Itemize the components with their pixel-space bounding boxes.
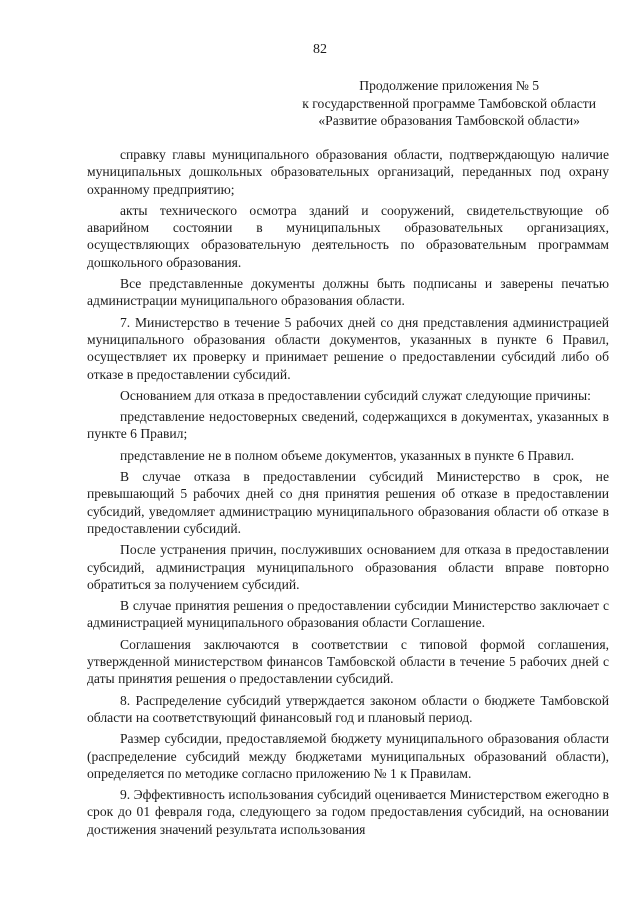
appendix-header: [302, 77, 596, 130]
document-body: [87, 146, 609, 842]
paragraph: Размер субсидии, предоставляемой бюджету муниципального образования области (распределение субсидий между бюджетами муниципальных образований области), определяется по методике согласно приложению № 1 к Правилам.: [87, 731, 609, 781]
paragraph: После устранения причин, послуживших основанием для отказа в предоставлении субсидий, администрация муниципального образования области вправе повторно обратиться за получением субсидий.: [87, 542, 609, 592]
paragraph: В случае отказа в предоставлении субсидий Министерство в срок, не превышающий 5 рабочих дней со дня принятия решения об отказе в предоставлении субсидий, уведомляет администрацию муниципального образования области об отказе в предоставлении субсидий.: [87, 469, 609, 536]
paragraph: 8. Распределение субсидий утверждается законом области о бюджете Тамбовской области на соответствующий финансовый год и плановый период.: [87, 692, 609, 725]
paragraph: представление не в полном объеме документов, указанных в пункте 6 Правил.: [120, 447, 575, 463]
appendix-header-line-2: к государственной программе Тамбовской области: [302, 95, 596, 111]
paragraph: Все представленные документы должны быть подписаны и заверены печатью администрации муниципального образования области.: [87, 276, 609, 309]
page-number: 82: [313, 42, 327, 57]
paragraph: Соглашения заключаются в соответствии с типовой формой соглашения, утвержденной министерством финансов Тамбовской области в течение 5 рабочих дней с даты принятия решения о предоставлении субсидий.: [87, 636, 609, 687]
paragraph: справку главы муниципального образования области, подтверждающую наличие муниципальных дошкольных образовательных организаций, переданных под охрану охранному предприятию;: [87, 147, 609, 197]
paragraph: Основанием для отказа в предоставлении субсидий служат следующие причины:: [120, 387, 591, 403]
paragraph: 7. Министерство в течение 5 рабочих дней со дня представления администрацией муниципального образования области документов, указанных в пункте 6 Правил, осуществляет их проверку и принимает решение о предоставлении субсидий либо об отказе в предоставлении субсидий.: [87, 314, 609, 382]
paragraph: акты технического осмотра зданий и сооружений, свидетельствующие об аварийном состоянии в муниципальных образовательных организациях, осуществляющих образовательную деятельность по образовательным программам дошкольного образования.: [87, 202, 609, 270]
appendix-header-line-1: Продолжение приложения № 5: [359, 78, 540, 93]
paragraph: 9. Эффективность использования субсидий оценивается Министерством ежегодно в срок до 01 февраля года, следующего за годом предоставления субсидий, на основании достижения значений результата использования: [87, 787, 609, 837]
paragraph: В случае принятия решения о предоставлении субсидии Министерство заключает с администрацией муниципального образования области Соглашение.: [87, 598, 609, 631]
paragraph: представление недостоверных сведений, содержащихся в документах, указанных в пункте 6 Правил;: [87, 409, 609, 442]
appendix-header-line-3: «Развитие образования Тамбовской области»: [318, 113, 580, 128]
